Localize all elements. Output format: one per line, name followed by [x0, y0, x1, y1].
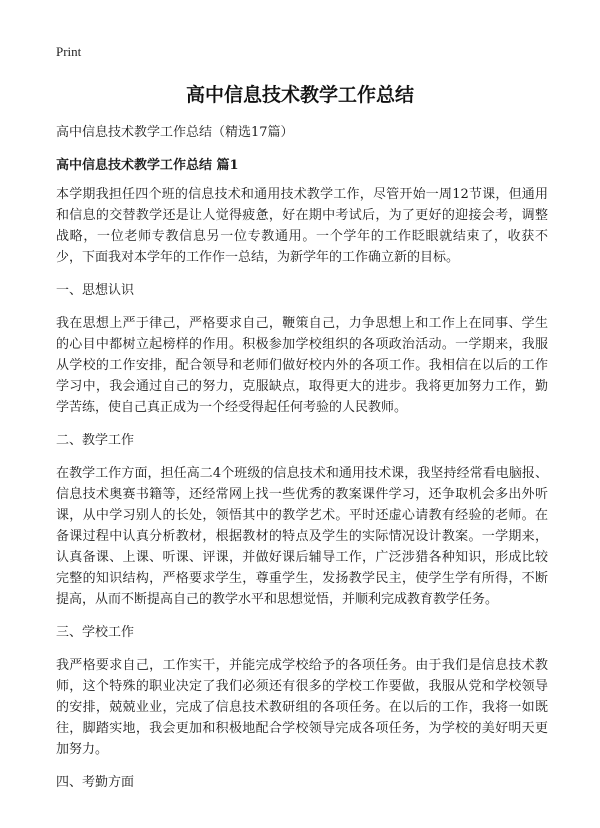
- section-title: 高中信息技术教学工作总结 篇1: [56, 158, 239, 173]
- paragraph-school-work: 我严格要求自己，工作实干，并能完成学校给予的各项任务。由于我们是信息技术教师，这个特殊的职业决定了我们必须还有很多的学校工作要做，我服从党和学校领导的安排，兢兢业业，完成了信息技术教研组的各项任务。在以后的工作，我将一如既往，脚踏实地，我会更加和积极地配合学校领导完成各项任务，为学校的美好明天更加努力。: [56, 658, 548, 757]
- heading-teaching: 二、教学工作: [56, 433, 135, 448]
- document-title: 高中信息技术教学工作总结: [185, 84, 414, 106]
- document-subtitle: 高中信息技术教学工作总结（精选17篇）: [56, 125, 294, 140]
- paragraph-teaching: 在教学工作方面，担任高二4个班级的信息技术和通用技术课，我坚持经常看电脑报、信息技术奥赛书籍等，还经常网上找一些优秀的教案课件学习，还争取机会多出外听课，从中学习别人的长处，领悟其中的教学艺术。平时还虚心请教有经验的老师。在备课过程中认真分析教材，根据教材的特点及学生的实际情况设计教案。一学期来，认真备课、上课、听课、评课，并做好课后辅导工作，广泛涉猎各种知识，形成比较完整的知识结构，严格要求学生，尊重学生，发扬教学民主，使学生学有所得，不断提高，从而不断提高自己的教学水平和思想觉悟，并顺利完成教育教学任务。: [56, 466, 548, 607]
- intro-paragraph: 本学期我担任四个班的信息技术和通用技术教学工作，尽管开始一周12节课，但通用和信息的交替教学还是让人觉得疲惫，好在期中考试后，为了更好的迎接会考，调整战略，一位老师专教信息另一位专教通用。一个学年的工作眨眼就结束了，收获不少，下面我对本学年的工作作一总结，为新学年的工作确立新的目标。: [56, 187, 548, 265]
- print-link[interactable]: Print: [56, 44, 82, 59]
- heading-attendance: 四、考勤方面: [56, 775, 135, 790]
- paragraph-ideology: 我在思想上严于律己，严格要求自己，鞭策自己，力争思想上和工作上在同事、学生的心目中都树立起榜样的作用。积极参加学校组织的各项政治活动。一学期来，我服从学校的工作安排，配合领导和老师们做好校内外的各项工作。我相信在以后的工作学习中，我会通过自己的努力，克服缺点，取得更大的进步。我将更加努力工作，勤学苦练，使自己真正成为一个经受得起任何考验的人民教师。: [56, 316, 548, 415]
- heading-ideology: 一、思想认识: [56, 283, 135, 298]
- heading-school-work: 三、学校工作: [56, 625, 135, 640]
- document-body: [56, 122, 548, 805]
